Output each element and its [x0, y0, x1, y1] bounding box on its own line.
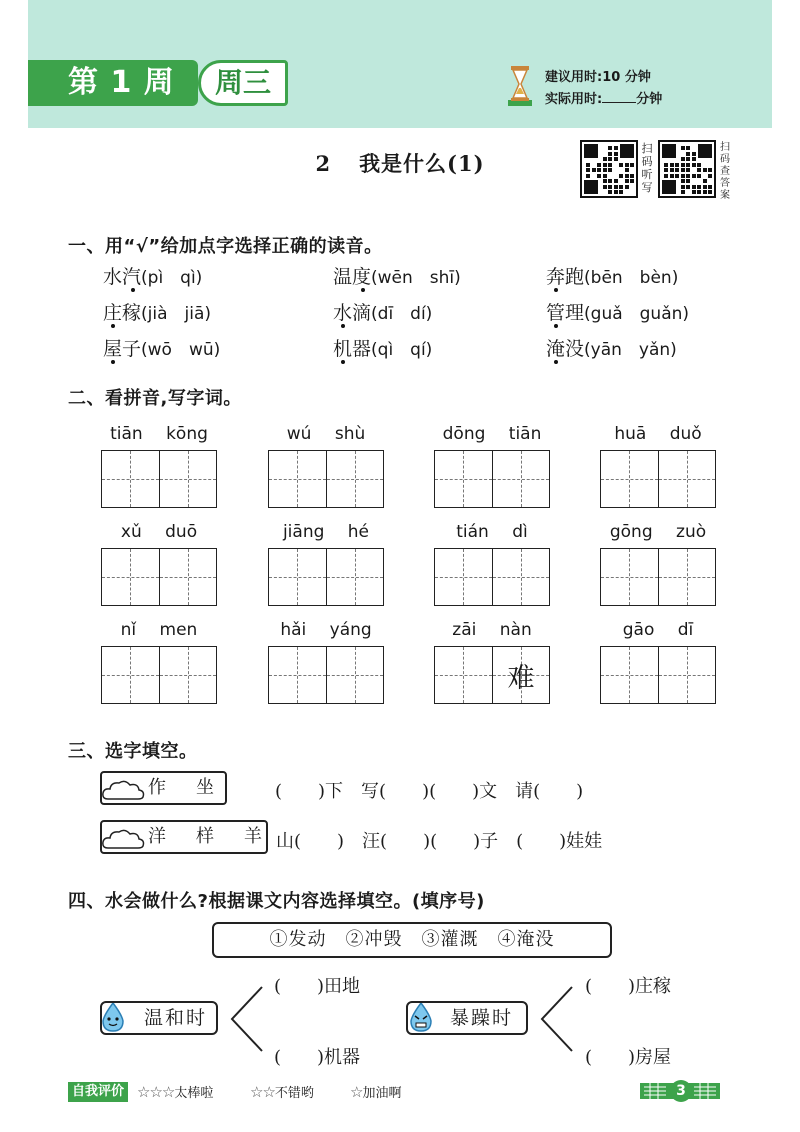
pronunciation-item[interactable] [333, 334, 432, 361]
item-pinyin-options[interactable]: (guǎ guǎn) [584, 304, 690, 324]
qr-module [692, 190, 696, 194]
writing-box[interactable] [435, 647, 492, 703]
qr-module [597, 168, 601, 172]
written-char [659, 451, 715, 507]
writing-box[interactable] [269, 647, 326, 703]
time-box [505, 62, 697, 110]
written-char: 难 [507, 662, 535, 694]
writing-box[interactable] [159, 647, 216, 703]
qr-module [681, 168, 685, 172]
pinyin-label: gōng zuò [609, 522, 707, 542]
qr-answers-label: 扫码查答案 [720, 142, 730, 201]
qr-module [614, 152, 618, 156]
written-char [269, 549, 326, 605]
qr-module [681, 146, 685, 150]
qr-module [592, 168, 596, 172]
qr-module [681, 157, 685, 161]
qr-module [697, 174, 701, 178]
qr-module [708, 190, 712, 194]
written-char [601, 647, 658, 703]
qr-module [608, 163, 612, 167]
qr-dictation-icon[interactable] [580, 140, 638, 198]
written-char [102, 451, 159, 507]
qr-module [686, 185, 690, 189]
self-eval-label: 自我评价 [68, 1082, 128, 1102]
gentle-top[interactable]: ( )田地 [274, 976, 361, 997]
item-pinyin-options[interactable]: (yān yǎn) [584, 340, 677, 360]
rating-good[interactable]: ☆☆不错哟 [250, 1083, 314, 1101]
qr-finder [665, 147, 673, 155]
violent-label-box: 暴躁时 [406, 1001, 528, 1035]
written-char [659, 647, 715, 703]
pinyin-label: huā duǒ [614, 424, 702, 444]
qr-module [686, 163, 690, 167]
writing-box[interactable] [492, 647, 549, 703]
writing-box[interactable] [601, 451, 658, 507]
gentle-label-box: 温和时 [100, 1001, 218, 1035]
qr-module [703, 190, 707, 194]
writing-box[interactable] [601, 549, 658, 605]
writing-box[interactable] [102, 549, 159, 605]
item-word: 奔跑 [546, 266, 585, 288]
written-char [327, 647, 383, 703]
writing-grid[interactable] [600, 646, 716, 704]
violent-bottom[interactable]: ( )房屋 [585, 1047, 672, 1068]
answer-options: ①发动 ②冲毁 ③灌溉 ④淹没 [212, 922, 612, 958]
writing-box[interactable] [326, 549, 383, 605]
writing-grid[interactable] [101, 450, 217, 508]
qr-module [664, 168, 668, 172]
writing-box[interactable] [326, 647, 383, 703]
lesson-title: 2 我是什么(1) [315, 151, 485, 176]
pinyin-label: hǎi yáng [280, 620, 372, 640]
star-icon: ☆☆☆ [137, 1083, 175, 1101]
qr-module [608, 185, 612, 189]
pinyin-label: wú shù [286, 424, 366, 444]
writing-grid[interactable] [434, 548, 550, 606]
qr-finder [701, 147, 709, 155]
violent-top[interactable]: ( )庄稼 [585, 976, 672, 997]
qr-module [608, 152, 612, 156]
section-4-heading: 四、水会做什么?根据课文内容选择填空。(填序号) [68, 891, 485, 912]
qr-module [608, 168, 612, 172]
item-word: 淹没 [546, 338, 585, 360]
rating-great[interactable]: ☆☆☆太棒啦 [137, 1083, 214, 1101]
qr-module [597, 174, 601, 178]
written-char [327, 549, 383, 605]
item-pinyin-options[interactable]: (bēn bèn) [584, 268, 679, 288]
pronunciation-item[interactable] [103, 334, 220, 361]
qr-module [670, 168, 674, 172]
brace-violent [538, 985, 574, 1053]
qr-finder [623, 147, 631, 155]
choice-box-yang: 洋 样 羊 [100, 820, 268, 854]
qr-module [603, 157, 607, 161]
qr-module [681, 179, 685, 183]
qr-module [692, 185, 696, 189]
item-pinyin-options[interactable]: (pì qì) [141, 268, 203, 288]
qr-module [692, 152, 696, 156]
writing-grid[interactable] [101, 646, 217, 704]
pronunciation-item[interactable] [103, 262, 202, 289]
written-char [601, 549, 658, 605]
cloud-icon [100, 777, 146, 803]
item-pinyin-options[interactable]: (dī dí) [371, 304, 433, 324]
pinyin-label: tián dì [456, 522, 528, 542]
qr-finder [587, 147, 595, 155]
qr-module [603, 168, 607, 172]
written-char [659, 549, 715, 605]
emphasis-dot [131, 288, 135, 292]
pronunciation-item[interactable] [103, 298, 211, 325]
qr-answers-icon[interactable] [658, 140, 716, 198]
section-3-heading: 三、选字填空。 [68, 741, 198, 762]
qr-module [614, 185, 618, 189]
writing-box[interactable] [658, 451, 715, 507]
writing-box[interactable] [492, 451, 549, 507]
item-pinyin-options[interactable]: (wō wū) [141, 340, 221, 360]
emphasis-dot [341, 360, 345, 364]
writing-box[interactable] [269, 451, 326, 507]
qr-module [686, 168, 690, 172]
suggested-time: 建议用时:10 分钟 [545, 70, 651, 85]
qr-module [586, 163, 590, 167]
item-word: 温度 [333, 266, 372, 288]
writing-box[interactable] [326, 451, 383, 507]
writing-box[interactable] [269, 549, 326, 605]
qr-module [708, 168, 712, 172]
written-char [160, 647, 216, 703]
qr-module [686, 157, 690, 161]
qr-module [697, 190, 701, 194]
qr-module [681, 163, 685, 167]
pinyin-label: dōng tiān [442, 424, 542, 444]
qr-module [630, 163, 634, 167]
qr-module [586, 168, 590, 172]
written-char [269, 451, 326, 507]
written-char [160, 549, 216, 605]
qr-module [692, 163, 696, 167]
fill-row-1[interactable]: ( )下 写( )( )文 请( ) [275, 781, 584, 802]
qr-module [692, 157, 696, 161]
written-char [435, 451, 492, 507]
writing-grid[interactable] [268, 548, 384, 606]
qr-module [681, 190, 685, 194]
qr-module [686, 146, 690, 150]
pronunciation-item[interactable] [546, 334, 677, 361]
qr-module [625, 174, 629, 178]
cloud-icon [100, 826, 146, 852]
qr-module [625, 179, 629, 183]
qr-module [686, 152, 690, 156]
qr-module [681, 174, 685, 178]
written-char [435, 647, 492, 703]
pinyin-label: zāi nàn [452, 620, 532, 640]
section-1-heading: 一、用“√”给加点字选择正确的读音。 [68, 236, 383, 257]
pinyin-label: jiāng hé [282, 522, 370, 542]
item-word: 水滴 [333, 302, 372, 324]
qr-module [697, 168, 701, 172]
pronunciation-item[interactable] [546, 262, 678, 289]
qr-module [675, 168, 679, 172]
qr-module [697, 185, 701, 189]
actual-time: 实际用时: 分钟 [545, 92, 663, 107]
qr-module [630, 179, 634, 183]
writing-box[interactable] [658, 647, 715, 703]
writing-grid[interactable] [268, 646, 384, 704]
qr-module [664, 174, 668, 178]
qr-module [625, 163, 629, 167]
written-char [601, 451, 658, 507]
emphasis-dot [111, 360, 115, 364]
qr-module [670, 163, 674, 167]
qr-module [664, 163, 668, 167]
rating-keep-going[interactable]: ☆加油啊 [350, 1083, 402, 1101]
written-char [435, 549, 492, 605]
qr-module [614, 179, 618, 183]
pronunciation-item[interactable] [546, 298, 689, 325]
qr-module [703, 185, 707, 189]
hourglass-icon [505, 64, 535, 108]
qr-module [703, 179, 707, 183]
page-number: 3 [670, 1080, 692, 1102]
qr-module [619, 185, 623, 189]
qr-module [619, 163, 623, 167]
pinyin-label: nǐ men [120, 620, 198, 640]
qr-module [614, 157, 618, 161]
item-word: 庄稼 [103, 302, 142, 324]
star-icon: ☆☆ [250, 1083, 275, 1101]
qr-module [608, 179, 612, 183]
pronunciation-item[interactable] [333, 298, 432, 325]
qr-module [619, 174, 623, 178]
choice-box-zuo: 作 坐 [100, 771, 227, 805]
qr-module [603, 174, 607, 178]
written-char [102, 549, 159, 605]
pinyin-label: gāo dī [622, 620, 694, 640]
qr-module [603, 179, 607, 183]
fill-row-2[interactable]: 山( ) 汪( )( )子 ( )娃娃 [276, 831, 603, 852]
written-char [327, 451, 383, 507]
writing-grid[interactable] [268, 450, 384, 508]
pronunciation-item[interactable] [333, 262, 461, 289]
qr-module [614, 190, 618, 194]
writing-box[interactable] [435, 549, 492, 605]
writing-box[interactable] [601, 647, 658, 703]
writing-box[interactable] [492, 549, 549, 605]
writing-box[interactable] [102, 451, 159, 507]
writing-grid[interactable] [600, 548, 716, 606]
written-char [493, 549, 549, 605]
item-word: 屋子 [103, 338, 142, 360]
gentle-bottom[interactable]: ( )机器 [274, 1047, 361, 1068]
item-word: 机器 [333, 338, 372, 360]
written-char [102, 647, 159, 703]
week-label: 第 1 周 [28, 60, 198, 106]
writing-grid[interactable] [101, 548, 217, 606]
qr-module [597, 163, 601, 167]
writing-box[interactable] [102, 647, 159, 703]
qr-module [675, 174, 679, 178]
qr-module [625, 185, 629, 189]
emphasis-dot [554, 360, 558, 364]
qr-module [681, 185, 685, 189]
qr-module [675, 163, 679, 167]
qr-module [630, 174, 634, 178]
qr-dictation-label: 扫码听写 [641, 142, 653, 194]
item-pinyin-options[interactable]: (wēn shī) [371, 268, 461, 288]
qr-module [625, 168, 629, 172]
emphasis-dot [554, 288, 558, 292]
emphasis-dot [341, 324, 345, 328]
qr-module [670, 174, 674, 178]
item-pinyin-options[interactable]: (jià jiā) [141, 304, 212, 324]
item-word: 管理 [546, 302, 585, 324]
qr-module [619, 190, 623, 194]
section-2-heading: 二、看拼音,写字词。 [68, 388, 242, 409]
qr-module [686, 179, 690, 183]
qr-module [614, 146, 618, 150]
writing-box[interactable] [658, 549, 715, 605]
qr-module [692, 174, 696, 178]
qr-finder [587, 183, 595, 191]
qr-module [703, 168, 707, 172]
item-pinyin-options[interactable]: (qì qí) [371, 340, 433, 360]
writing-grid[interactable] [434, 646, 550, 704]
qr-module [608, 146, 612, 150]
qr-finder [665, 183, 673, 191]
qr-module [608, 157, 612, 161]
star-icon: ☆ [350, 1083, 363, 1101]
brace-gentle [228, 985, 264, 1053]
qr-module [608, 190, 612, 194]
qr-module [603, 185, 607, 189]
qr-module [586, 174, 590, 178]
emphasis-dot [554, 324, 558, 328]
qr-module [686, 174, 690, 178]
pinyin-label: xǔ duō [120, 522, 198, 542]
qr-module [708, 174, 712, 178]
writing-grid[interactable] [600, 450, 716, 508]
writing-box[interactable] [159, 451, 216, 507]
written-char [269, 647, 326, 703]
writing-grid[interactable] [434, 450, 550, 508]
qr-module [697, 163, 701, 167]
day-label: 周三 [198, 60, 288, 106]
written-char [160, 451, 216, 507]
item-word: 水汽 [103, 266, 142, 288]
qr-module [603, 163, 607, 167]
pinyin-label: tiān kōng [110, 424, 208, 444]
written-char [493, 451, 549, 507]
writing-box[interactable] [159, 549, 216, 605]
qr-module [708, 185, 712, 189]
writing-box[interactable] [435, 451, 492, 507]
emphasis-dot [111, 324, 115, 328]
emphasis-dot [361, 288, 365, 292]
